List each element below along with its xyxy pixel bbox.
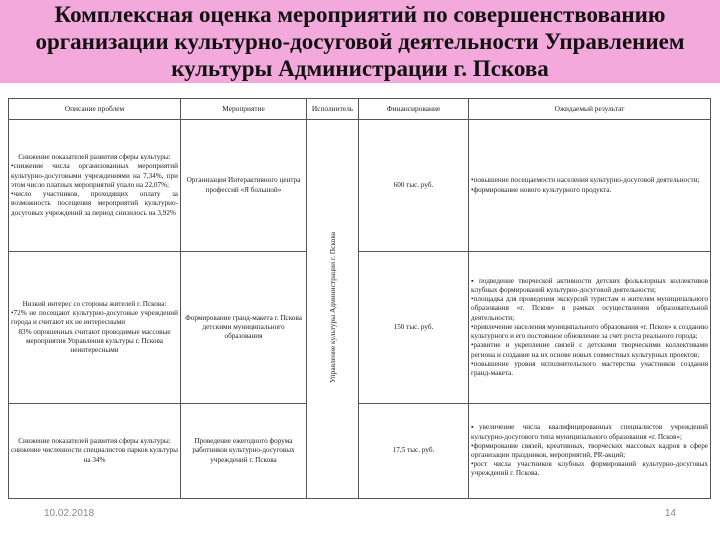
problem-cell — [9, 252, 181, 404]
bullet-icon: ▪ — [471, 423, 474, 432]
result-item: •повышение посещаемости населения культурно-досуговой деятельности; — [471, 176, 700, 185]
problem-heading: Снижение показателей развития сферы культуры: — [18, 437, 171, 446]
result-item: •формирование связей, креативных, творческих массовых кадров в сфере организации праздников, мероприятий, PR-акций; — [471, 441, 708, 459]
result-item: •привлечение населения муниципального образования «г. Псков» к созданию культурного и его постоянное обновление за счет роста реального города; — [471, 322, 708, 341]
problem-heading: Снижение показателей развития сферы культуры: — [18, 153, 171, 162]
problem-item: снижение численности специалистов парков культуры на 34% — [11, 446, 178, 464]
header-result: Ожидаемый результат — [469, 99, 711, 120]
result-cell — [469, 404, 711, 499]
result-cell — [469, 252, 711, 404]
result-item: •повышение уровня исполнительского мастерства участников создания гранд-макета. — [471, 359, 708, 377]
problem-item: •снижение числа организованных мероприятий культурно-досуговыми учреждениями на 7,34%, при этом число платных мероприятий упало на 22,07%; — [11, 162, 178, 189]
result-cell — [469, 120, 711, 252]
table-header-row — [9, 99, 711, 120]
title-line-1: Комплексная оценка мероприятий по совершенствованию — [54, 2, 666, 27]
executor-text: Управление культуры Администрации г. Пскова — [328, 231, 337, 383]
problem-heading: Низкий интерес со стороны жителей г. Пскова: — [22, 299, 167, 308]
footer-date: 10.02.2018 — [44, 508, 95, 519]
title-line-2: организации культурно-досуговой деятельности Управлением — [35, 29, 685, 54]
header-financing: Финансирование — [359, 99, 469, 120]
result-item: ▪ подведение творческой активности детских фольклорных коллективов клубных формирований культурно-досуговой деятельности; — [471, 276, 708, 295]
result-item: •площадка для проведения экскурсий туристам и жителям муниципального образования «г. Псков» в рамках осуществления образовательной деятельности; — [471, 295, 708, 322]
result-item: •рост числа участников клубных формирований культурно-досуговых учреждений г. Пскова. — [471, 460, 708, 478]
header-event: Мероприятие — [181, 99, 307, 120]
title-banner — [0, 0, 720, 83]
title-line-3: культуры Администрации г. Пскова — [171, 56, 549, 81]
financing-cell: 17,5 тыс. руб. — [359, 404, 469, 499]
bullet-icon: ▪ — [471, 276, 474, 285]
financing-cell: 150 тыс. руб. — [359, 252, 469, 404]
problem-item: •число участников, проходящих оплату за возможность посещения мероприятий культурно-досуговых учреждений за период снизилось на 3,92% — [11, 190, 178, 217]
header-executor: Исполнитель — [307, 99, 359, 120]
page-title — [10, 1, 710, 82]
result-item: ▪ увеличение числа квалифицированных специалистов учреждений культурно-досугового типа муниципального образования «г. Псков»; — [471, 423, 708, 441]
financing-cell: 600 тыс. руб. — [359, 120, 469, 252]
result-item: •развитие и укрепление связей с детскими творческими коллективами региона и создание на их основе новых совместных культурных проектов; — [471, 341, 708, 359]
result-item: •формирование нового культурного продукта. — [471, 185, 612, 194]
header-problem: Описание проблем — [9, 99, 181, 120]
problem-cell — [9, 404, 181, 499]
event-cell: Проведение ежегодного форума работников культурно-досуговых учреждений г. Пскова — [181, 404, 307, 499]
problem-item: 83% опрошенных считают проводимые массовые мероприятия Управления культуры г. Пскова неинтересными — [18, 327, 171, 354]
table-row — [9, 252, 711, 404]
measures-table — [8, 98, 711, 499]
problem-item: •72% не посещают культурно-досуговые учреждений города и считают их не интересными — [11, 309, 178, 327]
event-cell: Формирование гранд-макета г. Пскова детскими муниципального образования — [181, 252, 307, 404]
page-number: 14 — [664, 508, 676, 519]
executor-cell — [307, 120, 359, 499]
table-row — [9, 404, 711, 499]
table-row — [9, 120, 711, 252]
problem-cell — [9, 120, 181, 252]
event-cell: Организация Интерактивного центра профессий «Я большой» — [181, 120, 307, 252]
